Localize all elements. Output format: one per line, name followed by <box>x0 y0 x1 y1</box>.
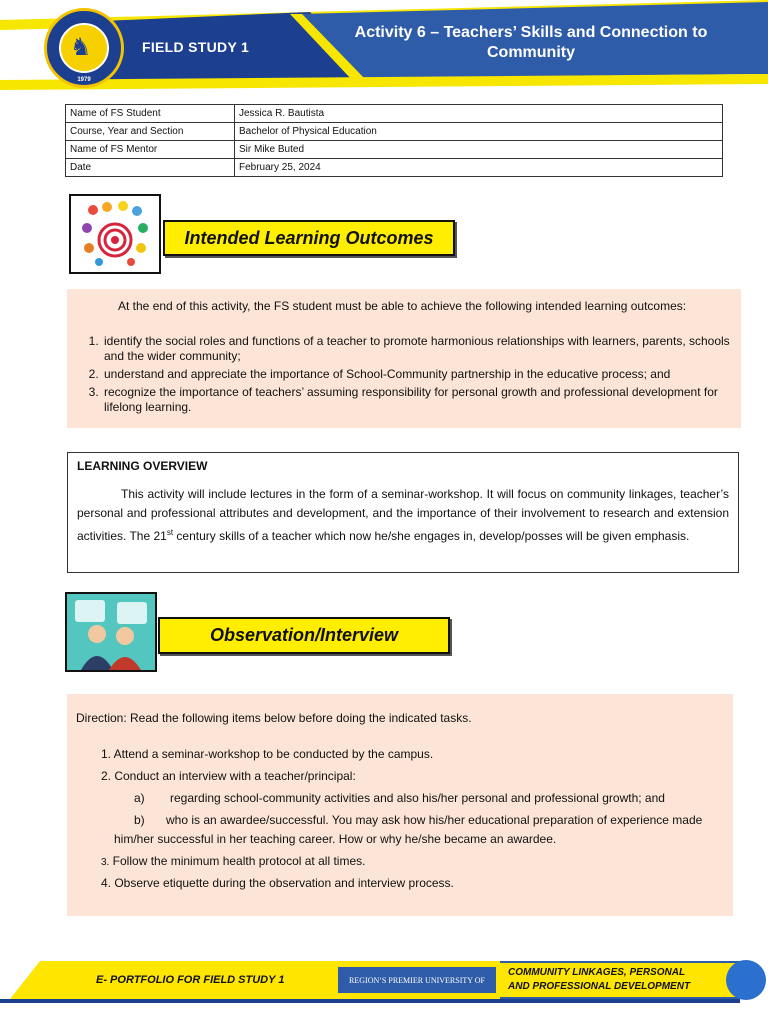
direction-text: Direction: Read the following items below before doing the indicated tasks. <box>76 711 472 725</box>
table-row <box>66 141 723 159</box>
overview-title: LEARNING OVERVIEW <box>77 459 208 473</box>
overview-text-b: century skills of a teacher which now he/she engages in, develop/posses will be given emphasis. <box>173 529 690 543</box>
list-item: 3. recognize the importance of teachers’ assuming responsibility for personal growth and professional development for lifelong learning. <box>102 385 752 415</box>
info-label: Name of FS Student <box>66 105 235 123</box>
step-4: 4. Observe etiquette during the observation and interview process. <box>101 876 454 890</box>
list-item: 1. identify the social roles and functions of a teacher to promote harmonious relationships with learners, parents, schools and the wider community; <box>102 334 752 364</box>
footer-topic-line2: AND PROFESSIONAL DEVELOPMENT <box>508 981 691 992</box>
step-3-text: Follow the minimum health protocol at all times. <box>109 854 366 868</box>
step-1: 1. Attend a seminar-workshop to be conducted by the campus. <box>101 747 434 761</box>
target-goals-icon-box <box>69 194 161 274</box>
ilo-intro: At the end of this activity, the FS student must be able to achieve the following intended learning outcomes: <box>118 299 687 313</box>
target-icon <box>71 196 159 272</box>
learning-overview-box <box>67 452 739 573</box>
student-info-table <box>65 104 723 177</box>
ilo-section-title: Intended Learning Outcomes <box>163 220 455 256</box>
ilo-list <box>78 334 752 418</box>
sub-a-text: regarding school-community activities and also his/her personal and professional growth; and <box>170 791 665 805</box>
info-value: Jessica R. Bautista <box>235 105 723 123</box>
list-item: 2. understand and appreciate the importance of School-Community partnership in the educative process; and <box>102 367 752 382</box>
sub-b-label: b) <box>134 813 145 827</box>
course-label: FIELD STUDY 1 <box>142 39 250 55</box>
university-seal-logo <box>44 8 124 88</box>
overview-superscript: st <box>166 528 174 537</box>
table-row <box>66 123 723 141</box>
info-value: Sir Mike Buted <box>235 141 723 159</box>
sub-b-text-line1: who is an awardee/successful. You may ask how his/her educational preparation of experience made <box>166 813 703 827</box>
seal-year: 1979 <box>77 77 91 83</box>
sub-b-text-line2: him/her successful in her teaching career. How or why he/she became an awardee. <box>114 832 557 846</box>
table-row <box>66 105 723 123</box>
info-value: Bachelor of Physical Education <box>235 123 723 141</box>
interview-icon-box <box>65 592 157 672</box>
footer-university-tagline: REGION’S PREMIER UNIVERSITY OF <box>338 967 496 993</box>
step-2: 2. Conduct an interview with a teacher/principal: <box>101 769 356 783</box>
footer-circle-decoration <box>726 960 766 1000</box>
activity-title: Activity 6 – Teachers’ Skills and Connection to Community <box>354 24 708 61</box>
step-3-number: 3. <box>101 857 110 868</box>
footer-topic-line1: COMMUNITY LINKAGES, PERSONAL <box>508 967 686 978</box>
info-label: Name of FS Mentor <box>66 141 235 159</box>
info-label: Course, Year and Section <box>66 123 235 141</box>
info-label: Date <box>66 159 235 177</box>
lion-icon: ♞ <box>70 33 92 61</box>
info-value: February 25, 2024 <box>235 159 723 177</box>
step-3 <box>101 854 365 870</box>
overview-body <box>77 485 729 546</box>
sub-a-label: a) <box>134 791 145 805</box>
observation-section-title: Observation/Interview <box>158 617 450 654</box>
table-row <box>66 159 723 177</box>
interview-people-icon <box>67 594 155 670</box>
overview-text-a: This activity will include lectures in the form of a seminar-workshop. It will focus on community linkages, teacher’s personal and professional attributes and development, and the importance of their involvement to research and extension activities. The 21 <box>77 487 729 543</box>
footer-eportfolio-label: E- PORTFOLIO FOR FIELD STUDY 1 <box>96 974 285 986</box>
footer-topic <box>508 966 718 994</box>
